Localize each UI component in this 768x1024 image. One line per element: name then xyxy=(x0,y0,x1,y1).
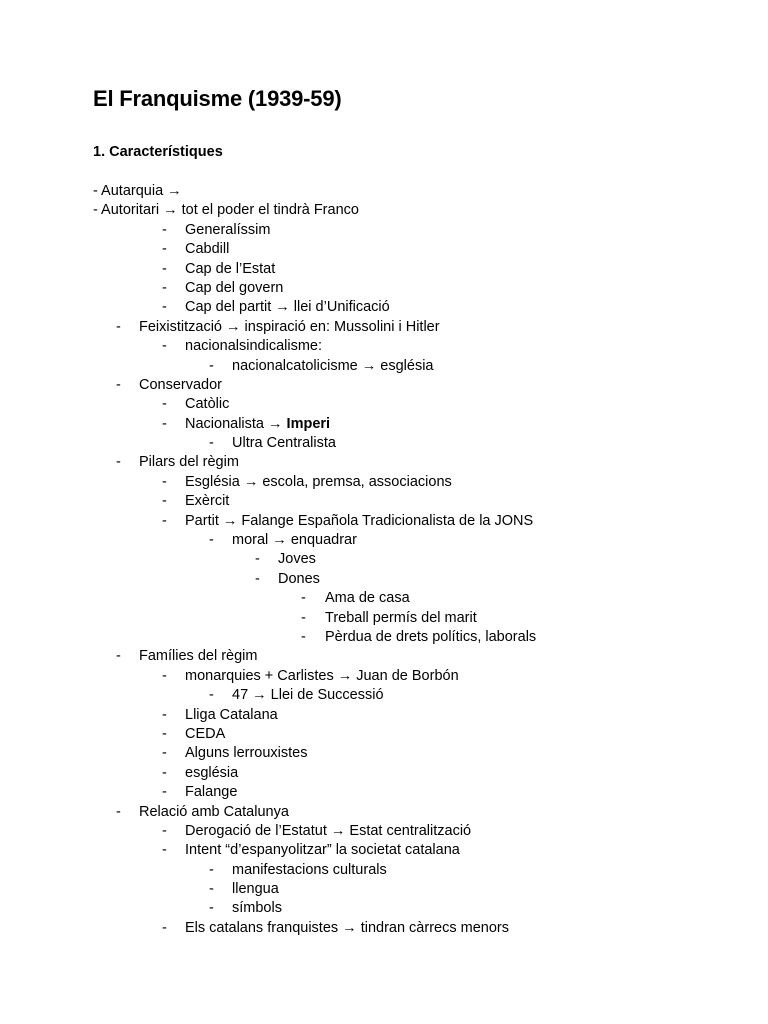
list-item xyxy=(0,357,768,376)
bullet-dash: - xyxy=(116,376,121,393)
bullet-dash: - xyxy=(162,842,167,859)
list-item-text: CEDA xyxy=(185,725,226,742)
bullet-dash: - xyxy=(255,570,260,587)
list-item xyxy=(0,589,768,608)
list-item-text: nacionalsindicalisme: xyxy=(185,338,323,355)
list-item-text: Cap del partit → llei d’Unificació xyxy=(185,299,390,316)
outline-list xyxy=(0,182,768,938)
list-item xyxy=(0,609,768,628)
list-item-text: símbols xyxy=(232,900,282,917)
bullet-dash: - xyxy=(162,512,167,529)
list-item-text: Partit → Falange Española Tradicionalista de la JONS xyxy=(185,512,534,529)
list-item-text: Alguns lerrouxistes xyxy=(185,745,308,762)
list-item-text: - Autarquia → xyxy=(93,183,182,199)
list-item xyxy=(0,395,768,414)
bullet-dash: - xyxy=(162,919,167,936)
list-item xyxy=(0,298,768,317)
list-item xyxy=(0,861,768,880)
list-item xyxy=(0,706,768,725)
list-item xyxy=(0,628,768,647)
bullet-dash: - xyxy=(162,396,167,413)
bold-term: Imperi xyxy=(286,415,331,432)
bullet-dash: - xyxy=(116,803,121,820)
list-item-text xyxy=(185,415,330,434)
list-item xyxy=(0,550,768,569)
bullet-dash: - xyxy=(162,706,167,723)
list-item xyxy=(0,822,768,841)
list-item xyxy=(0,453,768,472)
bullet-dash: - xyxy=(209,687,214,704)
list-item xyxy=(0,337,768,356)
list-item-text: Generalíssim xyxy=(185,221,271,238)
list-item xyxy=(0,279,768,298)
list-item xyxy=(0,803,768,822)
list-item xyxy=(0,899,768,918)
list-item-text: Famílies del règim xyxy=(139,648,258,665)
list-item-text: 47 → Llei de Successió xyxy=(232,687,384,704)
list-item-text: monarquies + Carlistes → Juan de Borbón xyxy=(185,667,459,684)
list-item-text: Falange xyxy=(185,784,238,801)
list-item xyxy=(0,744,768,763)
bullet-dash: - xyxy=(209,900,214,917)
list-item-text: Intent “d’espanyolitzar” la societat catalana xyxy=(185,842,460,859)
bullet-dash: - xyxy=(116,454,121,471)
bullet-dash: - xyxy=(162,822,167,839)
bullet-dash: - xyxy=(162,279,167,296)
section-heading: 1. Característiques xyxy=(93,144,223,160)
bullet-dash: - xyxy=(162,473,167,490)
list-item xyxy=(0,783,768,802)
list-item xyxy=(0,686,768,705)
bullet-dash: - xyxy=(162,667,167,684)
list-item-text: Exèrcit xyxy=(185,493,230,510)
bullet-dash: - xyxy=(162,299,167,316)
list-item xyxy=(0,531,768,550)
list-item xyxy=(0,473,768,492)
bullet-dash: - xyxy=(162,745,167,762)
bullet-dash: - xyxy=(162,241,167,258)
list-item-text: Pèrdua de drets polítics, laborals xyxy=(325,628,537,645)
bullet-dash: - xyxy=(162,493,167,510)
list-item xyxy=(0,434,768,453)
list-item xyxy=(0,260,768,279)
bullet-dash: - xyxy=(209,357,214,374)
list-item xyxy=(0,415,768,434)
bullet-dash: - xyxy=(301,590,306,607)
bullet-dash: - xyxy=(162,221,167,238)
list-item-text: Pilars del règim xyxy=(139,454,239,471)
list-item-text: manifestacions culturals xyxy=(232,861,387,878)
bullet-dash: - xyxy=(209,435,214,452)
list-item-text: Els catalans franquistes → tindran càrrecs menors xyxy=(185,919,509,936)
list-item xyxy=(0,667,768,686)
bullet-dash: - xyxy=(162,260,167,277)
bullet-dash: - xyxy=(255,551,260,568)
list-item xyxy=(0,201,768,220)
bullet-dash: - xyxy=(162,415,167,432)
list-item-text: Lliga Catalana xyxy=(185,706,278,723)
bullet-dash: - xyxy=(209,532,214,549)
list-item xyxy=(0,492,768,511)
list-item-text: Derogació de l’Estatut → Estat centralització xyxy=(185,822,472,839)
list-item-text: Catòlic xyxy=(185,396,230,413)
list-item-text: - Autoritari → tot el poder el tindrà Franco xyxy=(93,202,359,219)
document-title: El Franquisme (1939-59) xyxy=(93,86,342,111)
list-item xyxy=(0,880,768,899)
list-item-text: Cap de l’Estat xyxy=(185,260,276,277)
bullet-dash: - xyxy=(301,628,306,645)
list-item xyxy=(0,318,768,337)
list-item xyxy=(0,919,768,938)
list-item-text: Ama de casa xyxy=(325,590,410,607)
bullet-dash: - xyxy=(162,764,167,781)
list-item-text: nacionalcatolicisme → església xyxy=(232,357,434,374)
list-item-text: llengua xyxy=(232,881,279,898)
list-item-text: Ultra Centralista xyxy=(232,435,336,452)
list-item-text: Cabdill xyxy=(185,241,230,258)
list-item-text: església xyxy=(185,764,239,781)
list-item-text: Església → escola, premsa, associacions xyxy=(185,473,452,490)
list-item xyxy=(0,725,768,744)
list-item-text: Feixistització → inspiració en: Mussolini i Hitler xyxy=(139,318,440,335)
bullet-dash: - xyxy=(162,725,167,742)
list-item xyxy=(0,376,768,395)
list-item xyxy=(0,512,768,531)
bullet-dash: - xyxy=(116,318,121,335)
list-item xyxy=(0,182,768,201)
bullet-dash: - xyxy=(209,861,214,878)
bullet-dash: - xyxy=(162,338,167,355)
list-item-text: Cap del govern xyxy=(185,279,284,296)
list-item-text-prefix: Nacionalista → xyxy=(185,415,287,432)
list-item-text: Conservador xyxy=(139,376,223,393)
list-item-text: Joves xyxy=(278,551,316,568)
list-item xyxy=(0,647,768,666)
list-item xyxy=(0,764,768,783)
list-item-text: moral → enquadrar xyxy=(232,532,357,549)
bullet-dash: - xyxy=(301,609,306,626)
bullet-dash: - xyxy=(162,784,167,801)
list-item-text: Relació amb Catalunya xyxy=(139,803,289,820)
list-item xyxy=(0,841,768,860)
list-item-text: Treball permís del marit xyxy=(325,609,477,626)
list-item-text: Dones xyxy=(278,570,320,587)
bullet-dash: - xyxy=(116,648,121,665)
bullet-dash: - xyxy=(209,881,214,898)
list-item xyxy=(0,240,768,259)
list-item xyxy=(0,221,768,240)
list-item xyxy=(0,570,768,589)
